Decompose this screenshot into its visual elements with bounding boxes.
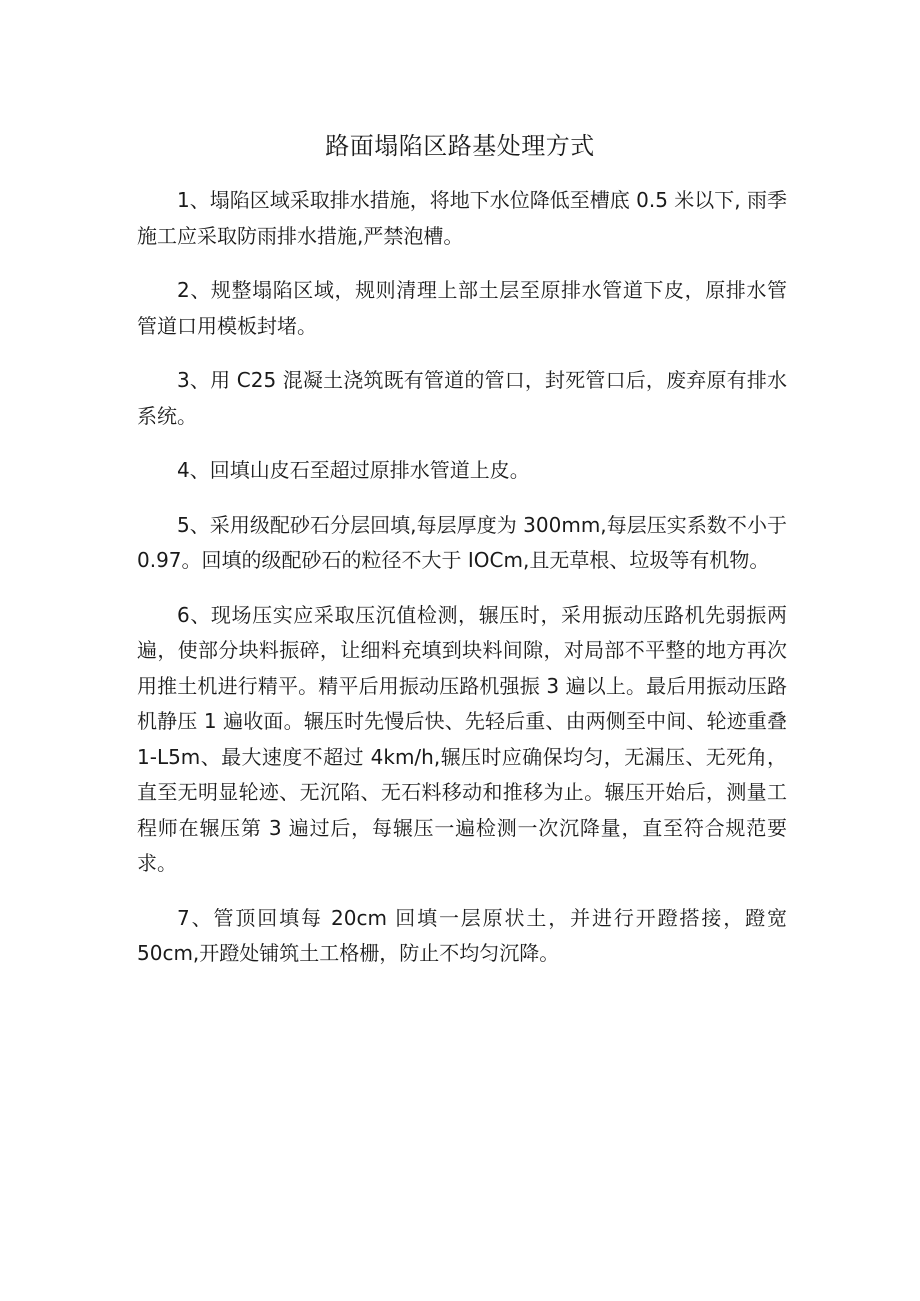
paragraph-3: 3、用 C25 混凝土浇筑既有管道的管口，封死管口后，废弃原有排水系统。 (137, 368, 787, 428)
paragraph-1: 1、塌陷区域采取排水措施，将地下水位降低至槽底 0.5 米以下, 雨季施工应采取防雨排水措施,严禁泡槽。 (137, 188, 787, 248)
paragraph-4: 4、回填山皮石至超过原排水管道上皮。 (177, 458, 530, 482)
paragraph-6: 6、现场压实应采取压沉值检测，辗压时，采用振动压路机先弱振两遍，使部分块料振碎，让细料充填到块料间隙，对局部不平整的地方再次用推土机进行精平。精平后用振动压路机强振 3 遍以上。最后用振动压路机静压 1 遍收面。辗压时先慢后快、先轻后重、由两侧至中间、轮迹重叠 1-L5m、最大速度不超过 4km/h,辗压时应确保均匀，无漏压、无死角，直至无明显轮迹、无沉陷、无石料移动和推移为止。辗压开始后，测量工程师在辗压第 3 遍过后，每辗压一遍检测一次沉降量，直至符合规范要求。 (137, 602, 787, 875)
document-title: 路面塌陷区路基处理方式 (325, 132, 595, 160)
paragraph-2: 2、规整塌陷区域，规则清理上部土层至原排水管道下皮，原排水管管道口用模板封堵。 (137, 278, 787, 338)
document-body (137, 183, 787, 991)
paragraph-5: 5、采用级配砂石分层回填,每层厚度为 300mm,每层压实系数不小于 0.97。回填的级配砂石的粒径不大于 IOCm,且无草根、垃圾等有机物。 (137, 512, 787, 572)
paragraph-7: 7、管顶回填每 20cm 回填一层原状土，并进行开蹬搭接，蹬宽 50cm,开蹬处铺筑土工格栅，防止不均匀沉降。 (137, 905, 787, 965)
